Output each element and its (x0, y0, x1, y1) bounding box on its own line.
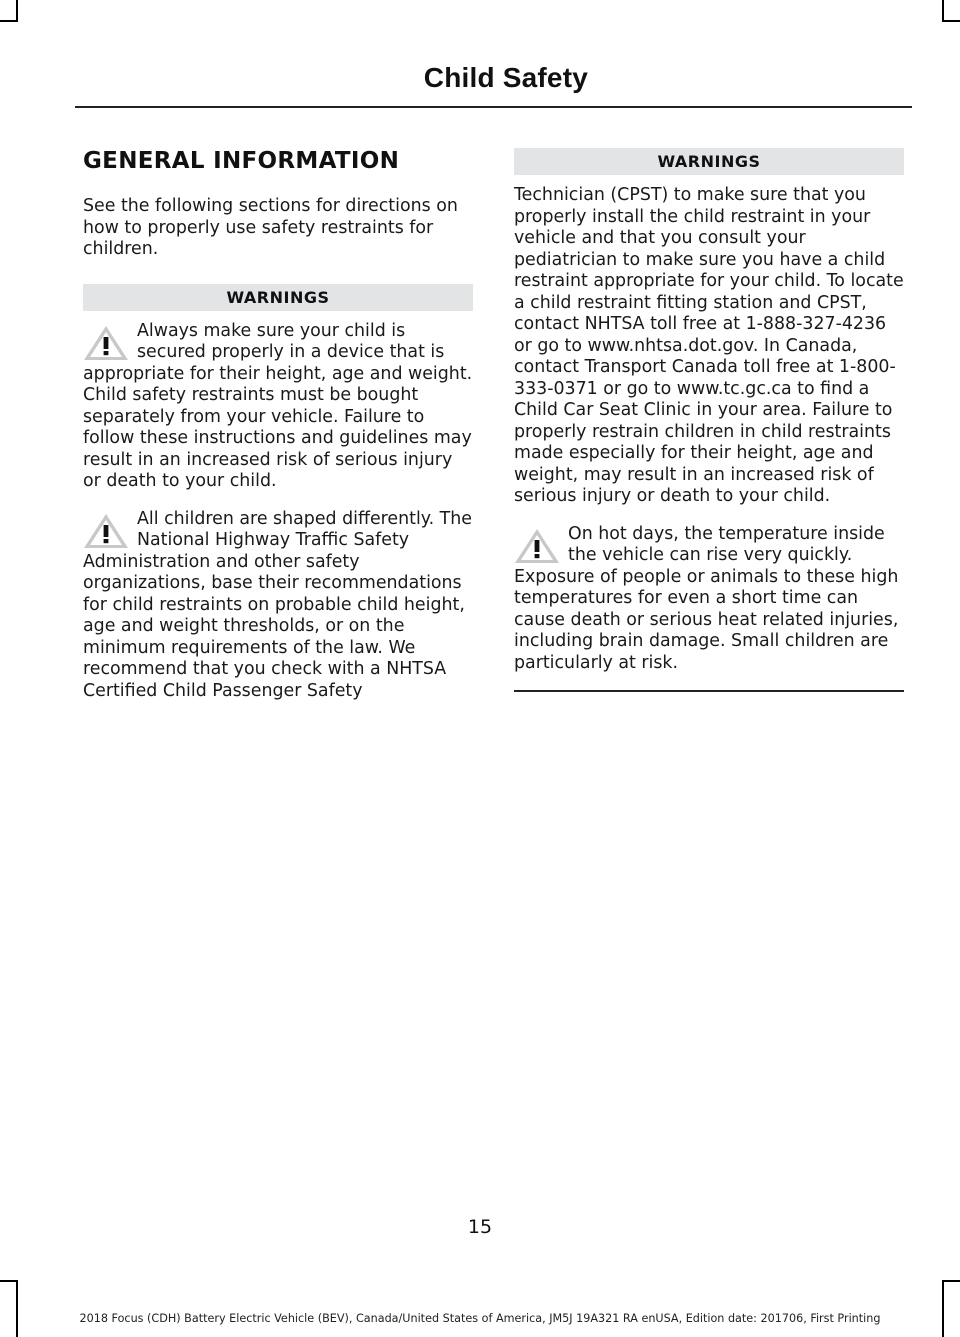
warnings-header: WARNINGS (83, 284, 473, 311)
section-heading: GENERAL INFORMATION (83, 148, 400, 174)
warning-item (83, 509, 473, 703)
warnings-header: WARNINGS (514, 148, 904, 175)
warning-item (514, 524, 904, 675)
warning-triangle-icon (83, 513, 129, 549)
warning-triangle-icon (83, 325, 129, 361)
left-column (83, 148, 473, 718)
crop-mark (0, 20, 18, 22)
crop-mark (942, 0, 944, 22)
warning-text: Always make sure your child is secured properly in a device that is appropriate for their height, age and weight. Child safety restraints must be bought separately from your vehicle. Failure to follow these instructions and guidelines may result in an increased risk of serious injury or death to your child. (83, 320, 473, 491)
warning-text: All children are shaped differently. The National Highway Traffic Safety Administration and other safety organizations, base their recommendations for child restraints on probable child height, age and weight thresholds, or on the minimum requirements of the law. We recommend that you check with a NHTSA Certified Child Passenger Safety (83, 508, 472, 701)
warning-text: On hot days, the temperature inside the vehicle can rise very quickly. Exposure of people or animals to these high temperatures for even a short time can cause death or serious heat related injuries, including brain damage. Small children are particularly at risk. (514, 523, 899, 673)
crop-mark (0, 1280, 18, 1282)
crop-mark (942, 20, 960, 22)
crop-mark (16, 0, 18, 22)
header-rule (75, 106, 912, 108)
page-number: 15 (467, 1216, 493, 1238)
warning-text-continued: Technician (CPST) to make sure that you properly install the child restraint in your vehicle and that you consult your pediatrician to make sure you have a child restraint appropriate for your child. To locate a child restraint fitting station and CPST, contact NHTSA toll free at 1-888-327-4236 or go to www.nhtsa.dot.gov. In Canada, contact Transport Canada toll free at 1-800-333-0371 or go to www.tc.gc.ca to find a Child Car Seat Clinic in your area. Failure to properly restrain children in child restraints made especially for their height, age and weight, may result in an increased risk of serious injury or death to your child. (514, 185, 904, 506)
warning-triangle-icon (514, 528, 560, 564)
page-header-title: Child Safety (423, 62, 588, 93)
crop-mark (16, 1280, 18, 1337)
footer-edition-info: 2018 Focus (CDH) Battery Electric Vehicle (BEV), Canada/United States of America, JM5J 19A321 RA enUSA, Edition date: 201706, First Printing (79, 1312, 881, 1325)
warnings-end-rule (514, 690, 904, 692)
right-column (514, 148, 904, 692)
warning-item (83, 321, 473, 493)
crop-mark (942, 1280, 944, 1337)
intro-paragraph: See the following sections for directions on how to properly use safety restraints for children. (83, 196, 458, 259)
crop-mark (942, 1280, 960, 1282)
